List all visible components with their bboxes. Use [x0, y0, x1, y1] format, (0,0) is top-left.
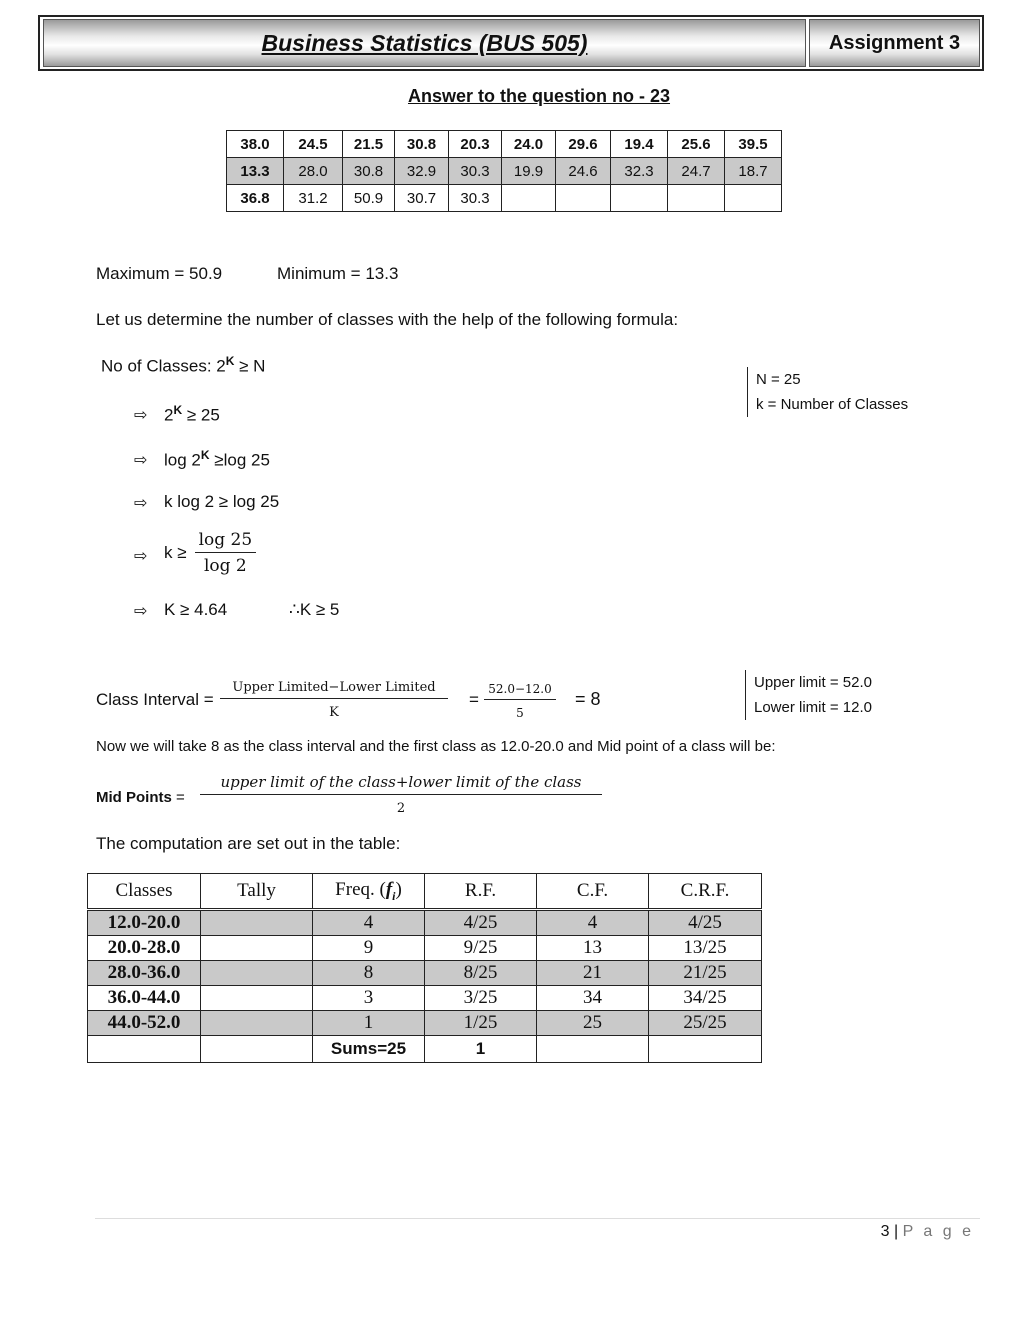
- freq-symbol: f: [385, 878, 393, 900]
- data-cell: 30.8: [395, 131, 449, 158]
- table-cell: [201, 1036, 313, 1063]
- header-title-box: [43, 19, 806, 67]
- table-cell: 36.0-44.0: [88, 986, 201, 1011]
- data-row: [227, 185, 782, 212]
- table-row: [88, 936, 762, 961]
- classes-formula: [101, 354, 265, 377]
- table-cell: [201, 961, 313, 986]
- side-note-n: [747, 367, 908, 417]
- data-row: [227, 158, 782, 185]
- table-cell: 34: [537, 986, 649, 1011]
- table-cell: 4: [537, 910, 649, 936]
- data-cell: 21.5: [343, 131, 395, 158]
- class-interval-label: Class Interval =: [96, 690, 214, 709]
- data-cell: 18.7: [725, 158, 782, 185]
- column-header: R.F.: [425, 874, 537, 910]
- sum-rf-cell: 1: [425, 1036, 537, 1063]
- data-cell: 24.7: [668, 158, 725, 185]
- mid-points-equals: =: [171, 789, 185, 806]
- data-cell: 30.8: [343, 158, 395, 185]
- step-2: [164, 448, 270, 471]
- table-cell: 4/25: [425, 910, 537, 936]
- data-cell: 30.3: [449, 185, 502, 212]
- table-cell: 20.0-28.0: [88, 936, 201, 961]
- data-cell: [556, 185, 611, 212]
- mid-points-label: Mid Points: [96, 789, 172, 806]
- data-cell: 39.5: [725, 131, 782, 158]
- table-cell: 25/25: [649, 1011, 762, 1036]
- table-cell: 8/25: [425, 961, 537, 986]
- table-cell: [201, 1011, 313, 1036]
- table-cell: 8: [313, 961, 425, 986]
- mid-points-label-wrap: [96, 789, 185, 806]
- interval-text: Now we will take 8 as the class interval and the first class as 12.0-20.0 and Mid point of a class will be:: [96, 738, 776, 755]
- table-header-row: [88, 874, 762, 910]
- table-cell: [537, 1036, 649, 1063]
- side-note-line: N = 25: [756, 371, 801, 388]
- data-cell: [502, 185, 556, 212]
- mid-points-numerator: upper limit of the class+lower limit of the class: [200, 773, 602, 795]
- step-5b: ∴K ≥ 5: [289, 600, 340, 619]
- data-cell: 31.2: [284, 185, 343, 212]
- step-2-rest: ≥log 25: [209, 450, 270, 470]
- implies-arrow-icon: ⇨: [134, 603, 148, 620]
- computation-text: The computation are set out in the table:: [96, 834, 401, 853]
- data-cell: 20.3: [449, 131, 502, 158]
- step-1-base: 2: [164, 405, 174, 425]
- data-cell: 13.3: [227, 158, 284, 185]
- table-cell: [201, 910, 313, 936]
- table-cell: 34/25: [649, 986, 762, 1011]
- table-sums-row: [88, 1036, 762, 1063]
- side-note-line: k = Number of Classes: [756, 396, 909, 413]
- freq-header-close: ): [395, 878, 402, 900]
- implies-arrow-icon: ⇨: [134, 407, 148, 424]
- table-cell: 1/25: [425, 1011, 537, 1036]
- table-cell: 44.0-52.0: [88, 1011, 201, 1036]
- data-cell: 50.9: [343, 185, 395, 212]
- step-4-fraction: [195, 530, 257, 576]
- class-interval-result: = 8: [575, 689, 601, 709]
- table-row: [88, 1011, 762, 1036]
- step-2-base: log 2: [164, 450, 201, 470]
- column-header: Tally: [201, 874, 313, 910]
- page-number: 3: [880, 1223, 890, 1240]
- table-cell: 21: [537, 961, 649, 986]
- document-title: Business Statistics (BUS 505): [261, 29, 588, 56]
- column-header-freq: [313, 874, 425, 910]
- data-cell: 19.9: [502, 158, 556, 185]
- class-interval-equals: =: [469, 690, 479, 709]
- table-row: [88, 986, 762, 1011]
- column-header: C.R.F.: [649, 874, 762, 910]
- data-cell: 32.3: [611, 158, 668, 185]
- column-header: C.F.: [537, 874, 649, 910]
- implies-arrow-icon: ⇨: [134, 495, 148, 512]
- table-cell: 13: [537, 936, 649, 961]
- classes-formula-label: No of Classes: 2: [101, 356, 226, 376]
- step-5a: K ≥ 4.64: [164, 600, 228, 619]
- mid-points-denominator: 2: [396, 801, 406, 816]
- table-cell: 25: [537, 1011, 649, 1036]
- step-1-sup: K: [173, 403, 183, 417]
- class-interval-numerator-values: 52.0−12.0: [484, 682, 556, 700]
- data-cell: 29.6: [556, 131, 611, 158]
- fraction-numerator: log 25: [195, 530, 257, 553]
- table-cell: 1: [313, 1011, 425, 1036]
- footer-divider: [95, 1218, 980, 1219]
- classes-formula-rest: ≥ N: [234, 356, 266, 376]
- data-cell: 36.8: [227, 185, 284, 212]
- data-cell: 28.0: [284, 158, 343, 185]
- freq-header-label: Freq. (: [335, 878, 386, 900]
- table-cell: [201, 936, 313, 961]
- header-assignment-box: [809, 19, 980, 67]
- column-header: Classes: [88, 874, 201, 910]
- table-row: [88, 961, 762, 986]
- step-1-rest: ≥ 25: [182, 405, 220, 425]
- data-cell: [725, 185, 782, 212]
- implies-arrow-icon: ⇨: [134, 452, 148, 469]
- step-2-sup: K: [200, 448, 210, 462]
- frequency-table: [87, 873, 762, 1063]
- data-cell: 24.5: [284, 131, 343, 158]
- raw-data-table: [226, 130, 782, 212]
- maximum-text: Maximum = 50.9: [96, 264, 223, 283]
- table-cell: 4: [313, 910, 425, 936]
- assignment-label: Assignment 3: [828, 31, 961, 54]
- side-note-line: Upper limit = 52.0: [754, 674, 872, 691]
- implies-arrow-icon: ⇨: [134, 548, 148, 565]
- page-footer: [760, 1223, 974, 1241]
- data-cell: 19.4: [611, 131, 668, 158]
- table-cell: 3/25: [425, 986, 537, 1011]
- table-cell: [201, 986, 313, 1011]
- sum-frequency-cell: Sums=25: [313, 1036, 425, 1063]
- step-1: [164, 403, 220, 426]
- page-separator: |: [889, 1223, 903, 1240]
- table-cell: 3: [313, 986, 425, 1011]
- table-cell: [88, 1036, 201, 1063]
- side-note-line: Lower limit = 12.0: [754, 699, 872, 716]
- question-heading: Answer to the question no - 23: [407, 86, 671, 106]
- step-4: [164, 530, 256, 576]
- table-cell: 28.0-36.0: [88, 961, 201, 986]
- freq-subscript: i: [392, 888, 396, 903]
- minimum-text: Minimum = 13.3: [277, 264, 399, 283]
- data-cell: 30.3: [449, 158, 502, 185]
- table-cell: 21/25: [649, 961, 762, 986]
- table-cell: 9/25: [425, 936, 537, 961]
- class-interval-numerator: Upper Limited−Lower Limited: [220, 680, 448, 699]
- classes-formula-sup: K: [225, 354, 235, 368]
- data-cell: 32.9: [395, 158, 449, 185]
- data-cell: [668, 185, 725, 212]
- data-cell: 25.6: [668, 131, 725, 158]
- intro-text: Let us determine the number of classes with the help of the following formula:: [96, 310, 679, 329]
- class-interval-denominator-value: 5: [516, 706, 524, 720]
- step-4-k: k ≥: [164, 543, 187, 562]
- table-cell: 9: [313, 936, 425, 961]
- fraction-denominator: log 2: [203, 556, 247, 576]
- step-3: k log 2 ≥ log 25: [164, 492, 280, 511]
- class-interval-denominator: K: [329, 705, 339, 720]
- data-cell: 38.0: [227, 131, 284, 158]
- data-cell: 30.7: [395, 185, 449, 212]
- data-cell: 24.6: [556, 158, 611, 185]
- table-cell: 13/25: [649, 936, 762, 961]
- data-row: [227, 131, 782, 158]
- page-word: P a g e: [902, 1223, 974, 1240]
- table-row: [88, 910, 762, 936]
- table-cell: [649, 1036, 762, 1063]
- side-note-limits: [745, 670, 872, 720]
- data-cell: 24.0: [502, 131, 556, 158]
- data-cell: [611, 185, 668, 212]
- table-cell: 12.0-20.0: [88, 910, 201, 936]
- table-cell: 4/25: [649, 910, 762, 936]
